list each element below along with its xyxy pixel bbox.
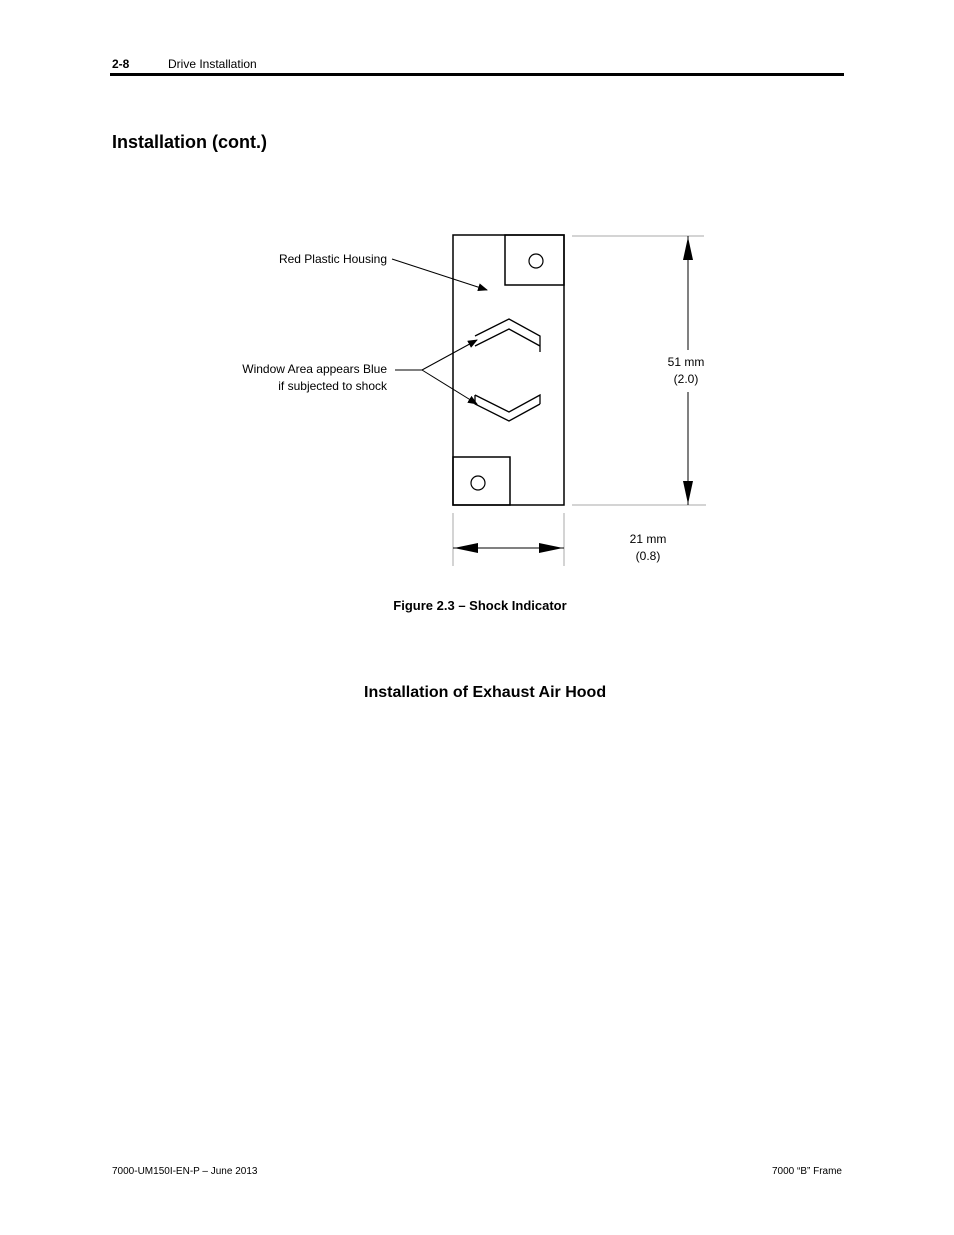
window-label bbox=[200, 361, 387, 395]
figure-caption: Figure 2.3 – Shock Indicator bbox=[393, 598, 567, 613]
footer-product: 7000 “B” Frame bbox=[771, 1166, 842, 1177]
height-dimension-label bbox=[652, 354, 720, 388]
window-label-line2: if subjected to shock bbox=[278, 379, 387, 393]
footer-doc-id: 7000-UM150I-EN-P – June 2013 bbox=[112, 1166, 258, 1177]
subsection-title: Installation of Exhaust Air Hood bbox=[364, 684, 607, 701]
housing-label: Red Plastic Housing bbox=[278, 252, 387, 266]
width-dimension-label bbox=[612, 531, 684, 565]
width-mm: 21 mm bbox=[629, 532, 667, 546]
chapter-title: Drive Installation bbox=[168, 57, 257, 71]
shock-window bbox=[475, 319, 540, 421]
section-title: Installation (cont.) bbox=[112, 132, 267, 152]
width-in: (0.8) bbox=[635, 549, 661, 563]
indicator-housing bbox=[453, 235, 564, 505]
callout-leaders bbox=[392, 259, 487, 404]
page-number: 2-8 bbox=[112, 57, 130, 71]
height-mm: 51 mm bbox=[667, 355, 705, 369]
height-in: (2.0) bbox=[673, 372, 699, 386]
width-dimension bbox=[453, 513, 564, 566]
window-label-line1: Window Area appears Blue bbox=[242, 362, 387, 376]
